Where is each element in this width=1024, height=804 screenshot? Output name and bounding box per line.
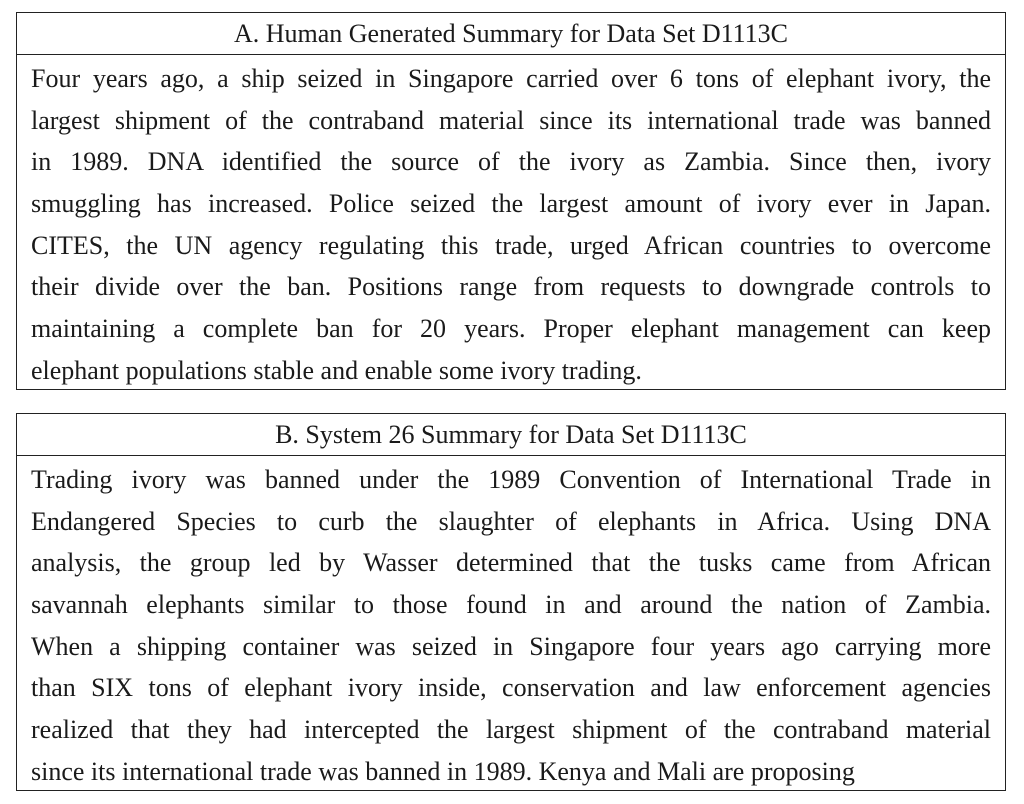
summary-line: Endangered Species to curb the slaughter of elephants in Africa. Using DNA <box>31 506 991 536</box>
summary-line: than SIX tons of elephant ivory inside, conservation and law enforcement agencies <box>31 673 991 703</box>
summary-line: elephant populations stable and enable some ivory trading. <box>31 355 642 385</box>
system-summary-box <box>16 413 1006 791</box>
summary-line: CITES, the UN agency regulating this trade, urged African countries to overcome <box>31 230 991 260</box>
summary-line: savannah elephants similar to those found in and around the nation of Zambia. <box>31 590 991 620</box>
summary-line: in 1989. DNA identified the source of the ivory as Zambia. Since then, ivory <box>31 147 991 177</box>
summary-line: When a shipping container was seized in Singapore four years ago carrying more <box>31 631 991 661</box>
summary-line: smuggling has increased. Police seized the largest amount of ivory ever in Japan. <box>31 189 991 219</box>
human-summary-title: A. Human Generated Summary for Data Set D1113C <box>17 13 1005 55</box>
summary-line: Trading ivory was banned under the 1989 Convention of International Trade in <box>31 465 991 494</box>
summary-line: analysis, the group led by Wasser determined that the tusks came from African <box>31 548 991 578</box>
human-summary-box <box>16 12 1006 390</box>
system-summary-title: B. System 26 Summary for Data Set D1113C <box>17 414 1005 456</box>
summary-line: largest shipment of the contraband material since its international trade was banned <box>31 105 991 135</box>
summary-line: their divide over the ban. Positions range from requests to downgrade controls to <box>31 272 991 302</box>
summary-line: Four years ago, a ship seized in Singapore carried over 6 tons of elephant ivory, the <box>31 64 991 93</box>
human-summary-text <box>17 55 1005 392</box>
summary-line: since its international trade was banned in 1989. Kenya and Mali are proposing <box>31 756 855 786</box>
summary-line: realized that they had intercepted the largest shipment of the contraband material <box>31 715 991 745</box>
summary-line: maintaining a complete ban for 20 years. Proper elephant management can keep <box>31 314 991 344</box>
system-summary-text <box>17 456 1005 793</box>
